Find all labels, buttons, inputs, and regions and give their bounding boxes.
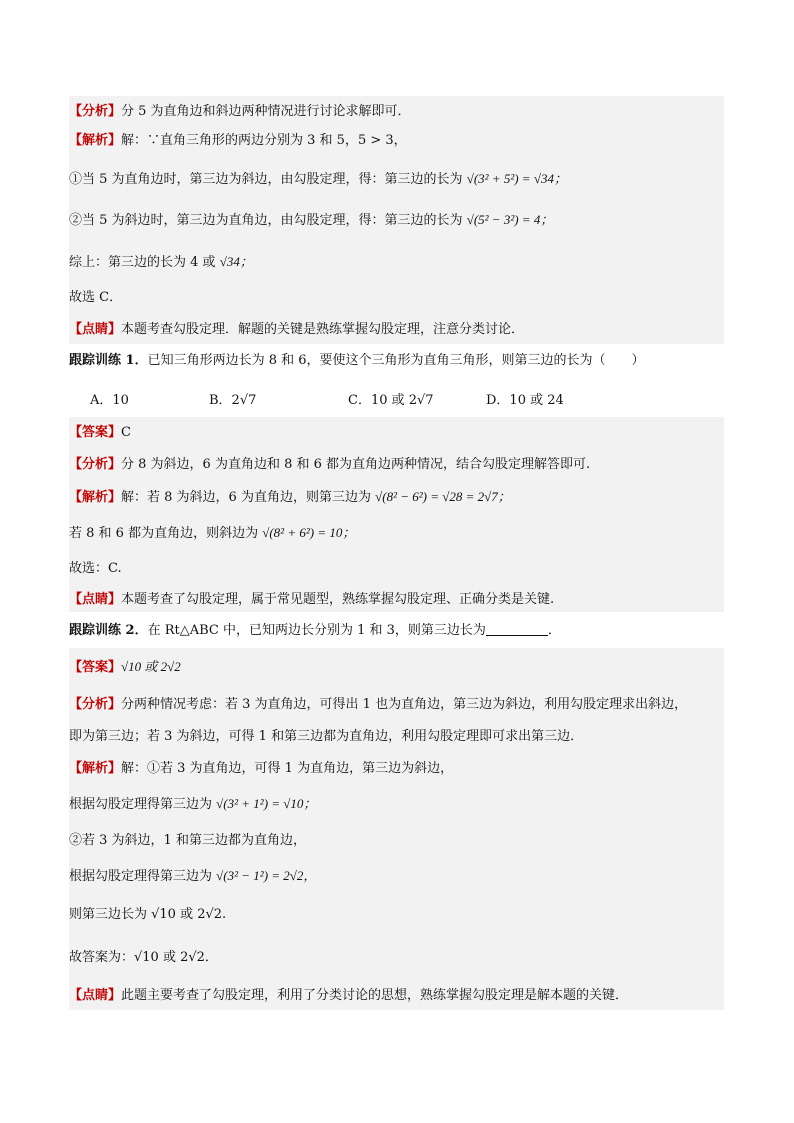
example-comment: 【点睛】本题考查勾股定理．解题的关键是熟练掌握勾股定理，注意分类讨论． xyxy=(69,322,525,337)
training1-question: 跟踪训练 1．已知三角形两边长为 8 和 6，要使这个三角形为直角三角形，则第三边的长为（ ） xyxy=(69,353,645,368)
training2-analysis-2: 即为第三边；若 3 为斜边，可得 1 和第三边都为直角边，利用勾股定理即可求出第三边． xyxy=(69,729,584,744)
training2-solution4: 根据勾股定理得第三边为 √(3² − 1²) = 2√2， xyxy=(69,868,317,884)
training1-analysis: 【分析】分 8 为斜边，6 为直角边和 8 和 6 都为直角边两种情况，结合勾股定理解答即可. xyxy=(69,457,591,472)
training2-solution3: ②若 3 为斜边，1 和第三边都为直角边， xyxy=(69,833,306,848)
example-case2: ②当 5 为斜边时，第三边为直角边，由勾股定理，得：第三边的长为 √(5² − 3²) = 4； xyxy=(69,212,554,228)
answer-blank xyxy=(486,623,548,636)
training2-answer: 【答案】√10 或 2√2 xyxy=(69,659,181,675)
training1-comment: 【点睛】本题考查了勾股定理，属于常见题型，熟练掌握勾股定理、正确分类是关键. xyxy=(69,592,555,607)
training1-solution-box xyxy=(69,417,724,612)
option-a: A．10 xyxy=(90,393,129,408)
example-analysis: 【分析】分 5 为直角边和斜边两种情况进行讨论求解即可． xyxy=(69,104,411,119)
training2-solution5: 则第三边长为 √10 或 2√2. xyxy=(69,907,227,922)
training2-solution2: 根据勾股定理得第三边为 √(3² + 1²) = √10； xyxy=(69,796,317,812)
case1-formula: √(3² + 5²) = √34； xyxy=(466,171,567,186)
example-choose: 故选 C． xyxy=(69,290,123,305)
example-solution-intro: 【解析】解：∵直角三角形的两边分别为 3 和 5，5 > 3， xyxy=(69,133,407,148)
training2-analysis-1: 【分析】分两种情况考虑：若 3 为直角边，可得出 1 也为直角边，第三边为斜边，利用勾股定理求出斜边， xyxy=(69,697,688,712)
training1-answer: 【答案】C xyxy=(69,425,131,440)
example-case1: ①当 5 为直角边时，第三边为斜边，由勾股定理，得：第三边的长为 √(3² + 5²) = √34； xyxy=(69,171,567,187)
training1-solution2: 若 8 和 6 都为直角边，则斜边为 √(8² + 6²) = 10； xyxy=(69,525,356,541)
case2-formula: √(5² − 3²) = 4； xyxy=(466,212,554,227)
option-c: C．10 或 2√7 xyxy=(348,393,434,408)
training2-comment: 【点睛】此题主要考查了勾股定理，利用了分类讨论的思想，熟练掌握勾股定理是解本题的关键． xyxy=(69,988,629,1003)
training2-solution1: 【解析】解：①若 3 为直角边，可得 1 为直角边，第三边为斜边， xyxy=(69,761,454,776)
option-d: D．10 或 24 xyxy=(486,393,564,408)
training2-final: 故答案为：√10 或 2√2． xyxy=(69,950,218,965)
training1-choose: 故选：C. xyxy=(69,561,122,576)
training2-question: 跟踪训练 2．在 Rt△ABC 中，已知两边长分别为 1 和 3，则第三边长为 ． xyxy=(69,623,561,638)
training1-solution1: 【解析】解：若 8 为斜边，6 为直角边，则第三边为 √(8² − 6²) = √28 = 2√7； xyxy=(69,489,511,505)
summary-formula: √34； xyxy=(219,254,253,269)
option-b: B．2√7 xyxy=(209,393,257,408)
example-summary: 综上：第三边的长为 4 或 √34； xyxy=(69,254,253,270)
